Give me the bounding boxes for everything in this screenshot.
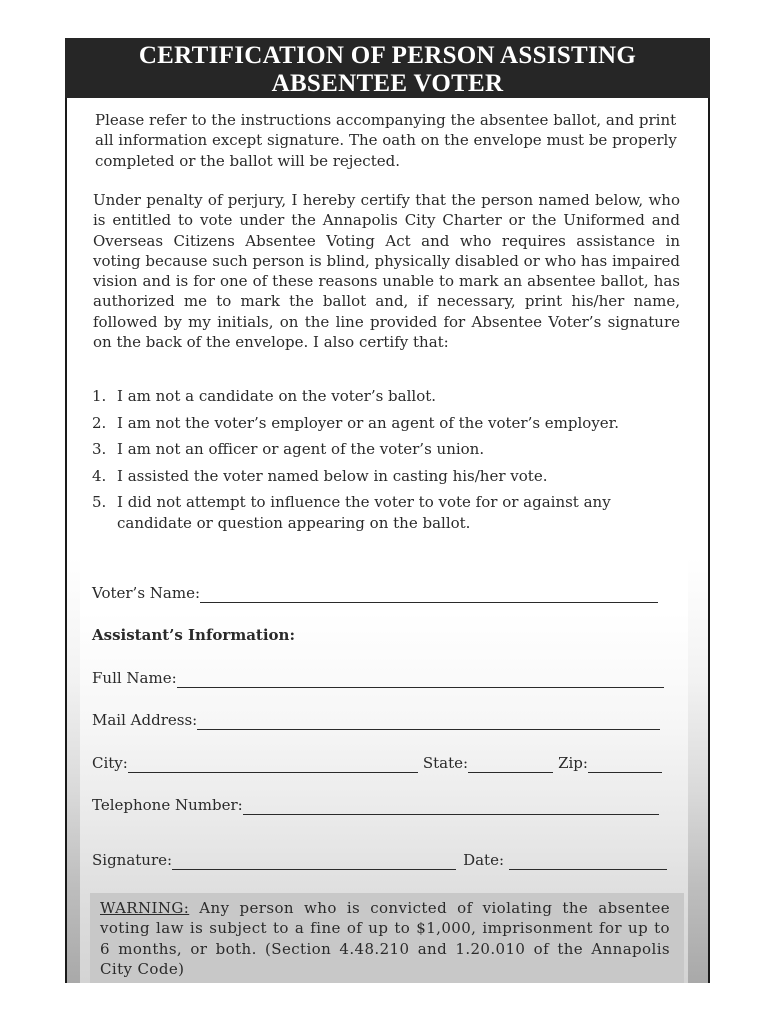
list-item-number: 4. [92, 466, 107, 485]
certification-list [92, 386, 652, 539]
date-label: Date: [463, 851, 505, 869]
state-label: State: [422, 754, 469, 772]
voter-name-field[interactable] [200, 587, 658, 603]
signature-label: Signature: [92, 851, 173, 869]
voter-name-label: Voter’s Name: [92, 584, 201, 602]
form-title-line1: CERTIFICATION OF PERSON ASSISTING [138, 42, 637, 69]
list-item [92, 439, 652, 460]
full-name-label: Full Name: [92, 669, 177, 687]
city-label: City: [92, 754, 128, 772]
warning-label: WARNING: [100, 899, 190, 917]
mail-address-row [92, 710, 660, 730]
list-item [92, 466, 652, 487]
list-item-number: 3. [92, 440, 107, 458]
assistant-info-heading: Assistant’s Information: [92, 626, 295, 644]
list-item-number: 2. [92, 413, 107, 432]
list-item-text: I am not an officer or agent of the voter’s union. [117, 440, 485, 458]
telephone-label: Telephone Number: [92, 796, 243, 814]
zip-label: Zip: [558, 754, 588, 772]
list-item [92, 492, 652, 533]
telephone-row [92, 795, 659, 815]
city-field[interactable] [128, 757, 418, 773]
list-item [92, 413, 652, 434]
form-title [65, 42, 710, 98]
list-item-text: I did not attempt to influence the voter to vote for or against any candidate or question appearing on the ballot. [117, 493, 611, 532]
warning-text: Any person who is convicted of violating the absentee voting law is subject to a fine of up to $1,000, imprisonment for up to 6 months, or both. (Section 4.48.210 and 1.20.010 of the Annapolis City Code) [100, 899, 670, 979]
list-item [92, 386, 652, 407]
list-item-number: 5. [92, 493, 107, 511]
full-name-field[interactable] [177, 672, 664, 688]
warning-notice [100, 898, 670, 980]
signature-date-row [92, 850, 667, 870]
list-item-number: 1. [92, 387, 107, 405]
full-name-row [92, 668, 664, 688]
zip-field[interactable] [588, 757, 662, 773]
list-item-text: I am not the voter’s employer or an agent of the voter’s employer. [117, 413, 619, 432]
telephone-field[interactable] [243, 799, 659, 815]
signature-field[interactable] [172, 854, 456, 870]
list-item-text: I assisted the voter named below in casting his/her vote. [117, 466, 548, 485]
list-item-text: I am not a candidate on the voter’s ballot. [117, 387, 437, 405]
mail-address-field[interactable] [197, 714, 660, 730]
mail-address-label: Mail Address: [92, 711, 198, 729]
voter-name-row [92, 583, 658, 603]
state-field[interactable] [468, 757, 553, 773]
intro-instructions: Please refer to the instructions accompanying the absentee ballot, and print all information except signature. The oath on the envelope must be properly completed or the ballot will be rejected. [95, 111, 677, 170]
certification-statement: Under penalty of perjury, I hereby certify that the person named below, who is entitled to vote under the Annapolis City Charter or the Uniformed and Overseas Citizens Absentee Voting Act and who requires assistance in voting because such person is blind, physically disabled or who has impaired vision and is for one of these reasons unable to mark an absentee ballot, has authorized me to mark the ballot and, if necessary, print his/her name, followed by my initials, on the line provided for Absentee Voter’s signature on the back of the envelope. I also certify that: [93, 191, 680, 352]
city-state-zip-row [92, 753, 662, 773]
form-title-line2: ABSENTEE VOTER [271, 70, 504, 97]
date-field[interactable] [509, 854, 667, 870]
